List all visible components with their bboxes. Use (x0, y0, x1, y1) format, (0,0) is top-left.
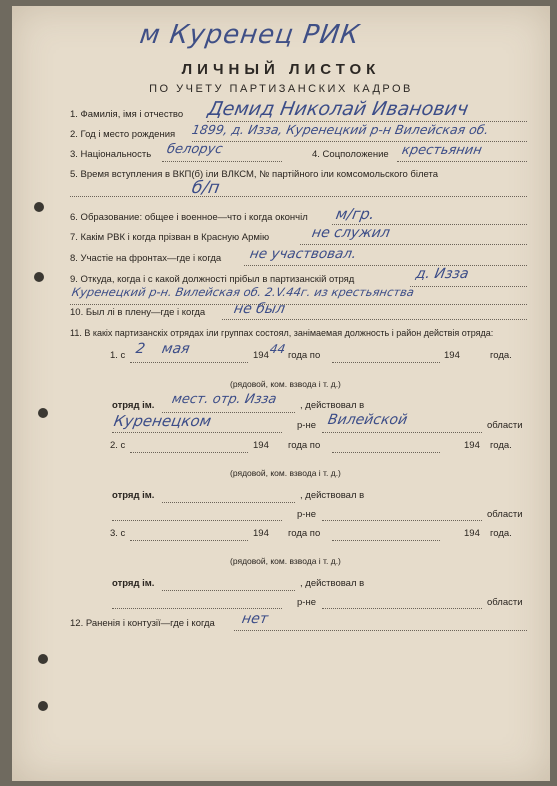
field-7-value: не служил (310, 225, 392, 241)
field-4-value: крестьянин (400, 143, 484, 158)
field-8-label: 8. Участіе на фронтах—где і когда (70, 253, 222, 264)
field-6-label: 6. Образование: общее і военное—что і когда окончіл (70, 212, 308, 223)
service-1-year-suffix: 44 (268, 342, 287, 356)
field-2-value: 1899, д. Изза, Куренецкий р-н Вилейская об. (190, 122, 490, 137)
service-3-caption: (рядовой, ком. взвода і т. д.) (230, 556, 341, 566)
service-2-unit-rule (162, 502, 295, 503)
service-2-rayon-rule (112, 520, 282, 521)
field-12-rule (234, 630, 527, 631)
service-2-to-label: года по (288, 440, 321, 451)
service-3-to-year: 194 (464, 528, 480, 539)
service-1-year-prefix: 194 (253, 350, 269, 361)
service-3-rayon-label: р-не (297, 597, 316, 608)
service-2-date-rule (130, 452, 248, 453)
page-subtitle: ПО УЧЕТУ ПАРТИЗАНСКИХ КАДРОВ (149, 83, 413, 95)
field-5-rule (70, 196, 527, 197)
field-7-label: 7. Какім РВК і когда прізван в Красную Армію (70, 232, 270, 243)
punch-hole (34, 272, 44, 282)
field-7-rule (300, 244, 527, 245)
service-1-acted: , действовал в (300, 400, 365, 411)
service-3-to-rule (332, 540, 440, 541)
service-2-acted: , действовал в (300, 490, 365, 501)
field-1-value: Демид Николай Иванович (206, 98, 471, 120)
field-11-label: 11. В какіх партизанскіх отрядах іли группах состоял, занімаемая должность і район действія отряда: (70, 328, 494, 338)
page-title: ЛИЧНЫЙ ЛИСТОК (181, 61, 381, 78)
service-2-unit-label: отряд ім. (112, 490, 155, 501)
service-3-rayon-rule (112, 608, 282, 609)
field-5-value: б/п (190, 178, 222, 198)
service-1-oblast-label: области (487, 420, 523, 431)
service-1-oblast-rule (322, 432, 482, 433)
service-2-caption: (рядовой, ком. взвода і т. д.) (230, 468, 341, 478)
service-2-year-end: года. (490, 440, 512, 451)
service-3-date-rule (130, 540, 248, 541)
service-3-year-prefix: 194 (253, 528, 269, 539)
field-9-rule-2 (70, 304, 527, 305)
field-9-label: 9. Откуда, когда і с какой должності прібыл в партизанскій отряд (70, 274, 355, 285)
service-3-unit-label: отряд ім. (112, 578, 155, 589)
service-1-rayon-rule (112, 432, 282, 433)
field-2-rule (192, 141, 527, 142)
punch-hole (34, 202, 44, 212)
field-9-rule (410, 286, 527, 287)
service-2-oblast-label: области (487, 509, 523, 520)
service-1-num: 1. с (110, 350, 126, 361)
service-1-to-year: 194 (444, 350, 460, 361)
service-3-oblast-label: области (487, 597, 523, 608)
punch-hole (38, 408, 48, 418)
service-2-oblast-rule (322, 520, 482, 521)
field-8-value: не участвовал. (248, 246, 358, 262)
field-10-value: не был (232, 301, 287, 317)
service-3-num: 3. с (110, 528, 126, 539)
handwritten-top-note: м Куренец РИК (137, 20, 362, 50)
field-2-label: 2. Год і место рождения (70, 129, 176, 140)
service-1-date-rule (130, 362, 248, 363)
service-3-unit-rule (162, 590, 295, 591)
field-3-label: 3. Національность (70, 149, 152, 160)
service-1-caption: (рядовой, ком. взвода і т. д.) (230, 379, 341, 389)
service-1-from-month: мая (160, 341, 191, 357)
service-1-from-day: 2 (134, 341, 147, 357)
service-2-num: 2. с (110, 440, 126, 451)
field-5-label: 5. Время вступления в ВКП(б) іли ВЛКСМ, № партійного іли комсомольского білета (70, 169, 439, 180)
field-4-rule (397, 161, 527, 162)
field-10-rule (222, 319, 527, 320)
field-12-value: нет (240, 611, 270, 627)
service-1-year-end: года. (490, 350, 512, 361)
field-1-label: 1. Фамилія, імя і отчество (70, 109, 184, 120)
service-1-to-rule (332, 362, 440, 363)
field-10-label: 10. Был лі в плену—где і когда (70, 307, 206, 318)
field-3-value: белорус (165, 142, 224, 157)
punch-hole (38, 654, 48, 664)
document-page (12, 6, 550, 781)
service-1-rayon-label: р-не (297, 420, 316, 431)
service-2-rayon-label: р-не (297, 509, 316, 520)
field-6-value: м/гр. (334, 205, 377, 223)
service-2-year-prefix: 194 (253, 440, 269, 451)
service-1-unit-value: мест. отр. Изза (170, 392, 278, 407)
service-3-oblast-rule (322, 608, 482, 609)
service-3-acted: , действовал в (300, 578, 365, 589)
punch-hole (38, 701, 48, 711)
service-1-rayon-value: Куренецком (112, 412, 213, 430)
field-12-label: 12. Раненія і контузії—где і когда (70, 618, 215, 629)
service-2-to-year: 194 (464, 440, 480, 451)
field-9-value: д. Изза (414, 266, 470, 282)
field-3-rule (162, 161, 282, 162)
field-4-label: 4. Соцположение (312, 149, 389, 160)
field-8-rule (244, 265, 527, 266)
service-1-to-label: года по (288, 350, 321, 361)
service-1-unit-label: отряд ім. (112, 400, 155, 411)
service-3-to-label: года по (288, 528, 321, 539)
service-2-to-rule (332, 452, 440, 453)
field-9-value-2: Куренецкий р-н. Вилейская об. 2.V.44г. из крестьянства (70, 285, 416, 299)
service-3-year-end: года. (490, 528, 512, 539)
service-1-oblast-value: Вилейской (326, 412, 409, 428)
